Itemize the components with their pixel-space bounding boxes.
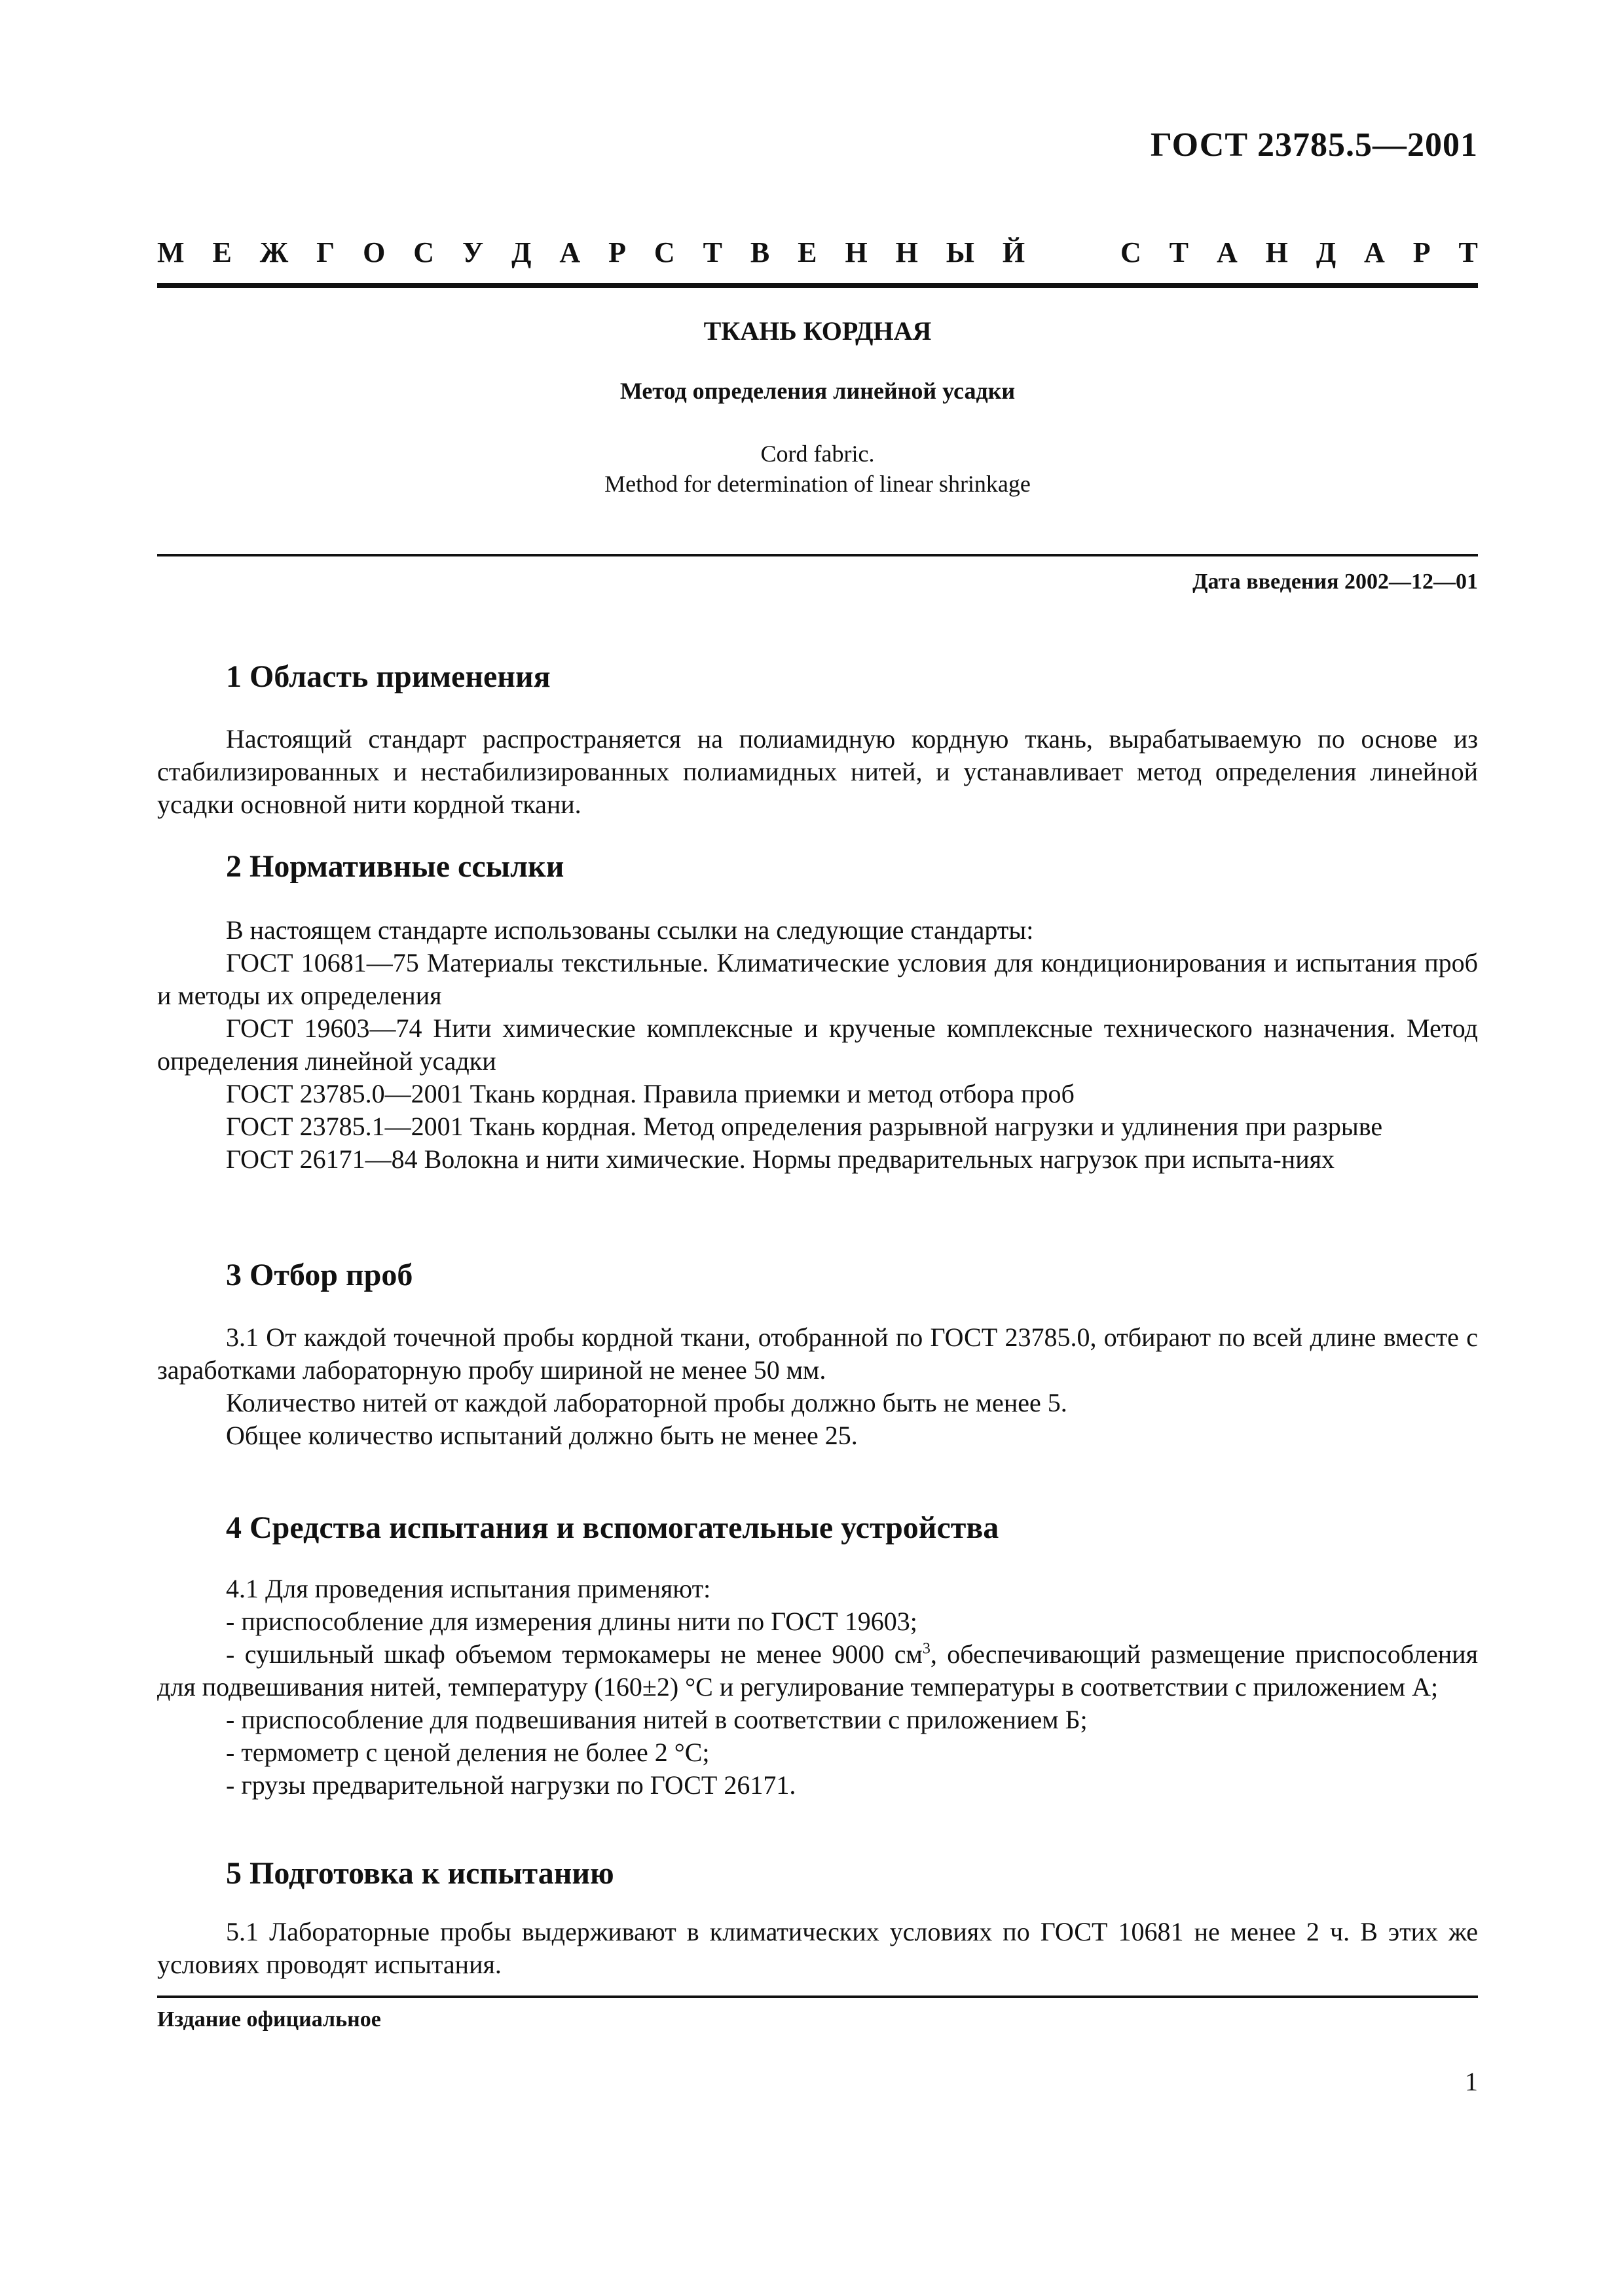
section-1-heading: 1 Область применения	[226, 659, 551, 694]
header-letter: Ж	[259, 236, 289, 268]
section-3-text	[157, 1321, 1478, 1452]
section-5-text: 5.1 Лабораторные пробы выдерживают в климатических условиях по ГОСТ 10681 не менее 2 ч. В этих же условиях проводят испытания.	[157, 1917, 1478, 1979]
clause-3-1: 3.1 От каждой точечной пробы кордной ткани, отобранной по ГОСТ 23785.0, отбирают по всей длине вместе с заработками лабораторную пробу шириной не менее 50 мм.	[157, 1322, 1478, 1385]
equipment-item: - грузы предварительной нагрузки по ГОСТ 26171.	[226, 1770, 796, 1800]
footer-rule	[157, 1995, 1478, 1998]
header-letter: А	[1364, 236, 1385, 268]
header-letter: Г	[316, 236, 335, 268]
clause-3-p2: Количество нитей от каждой лабораторной пробы должно быть не менее 5.	[226, 1388, 1067, 1417]
section-1-text: Настоящий стандарт распространяется на полиамидную кордную ткань, вырабатываемую по основе из стабилизированных и нестабилизированных полиамидных нитей, и устанавливает метод определения линейной усадки основной нити кордной ткани.	[157, 724, 1478, 819]
header-letter: У	[462, 236, 484, 268]
header-letter: Р	[1412, 236, 1431, 268]
header-letter: Т	[1169, 236, 1189, 268]
header-letter: А	[559, 236, 581, 268]
clause-4-1: 4.1 Для проведения испытания применяют:	[226, 1574, 711, 1603]
section-4-heading: 4 Средства испытания и вспомогательные устройства	[226, 1510, 999, 1545]
document-title: ТКАНЬ КОРДНАЯ	[703, 316, 932, 346]
header-letter: Т	[1458, 236, 1478, 268]
section-5-heading: 5 Подготовка к испытанию	[226, 1856, 614, 1891]
header-letter: С	[654, 236, 675, 268]
section-2-heading: 2 Нормативные ссылки	[226, 849, 564, 884]
ref-item: ГОСТ 26171—84 Волокна и нити химические. Нормы предварительных нагрузок при испыта-ниях	[226, 1144, 1335, 1174]
ref-item: ГОСТ 10681—75 Материалы текстильные. Климатические условия для кондиционирования и испытания проб и методы их определения	[157, 948, 1478, 1010]
header-letter: С	[413, 236, 435, 268]
english-title	[157, 439, 1478, 499]
header-letter: Ы	[946, 236, 974, 268]
header-letter: С	[1120, 236, 1141, 268]
section-4-text	[157, 1573, 1478, 1802]
section-3-heading: 3 Отбор проб	[226, 1258, 413, 1292]
ref-item: ГОСТ 23785.0—2001 Ткань кордная. Правила приемки и метод отбора проб	[226, 1079, 1075, 1108]
header-letter: Т	[703, 236, 722, 268]
ref-item: ГОСТ 19603—74 Нити химические комплексные и крученые комплексные технического назначения. Метод определения линейной усадки	[157, 1013, 1478, 1076]
header-letter: Е	[798, 236, 817, 268]
header-letter: М	[157, 236, 185, 268]
english-title-line2: Method for determination of linear shrinkage	[604, 471, 1031, 497]
equipment-item: - термометр с ценой деления не более 2 °С;	[226, 1738, 710, 1767]
header-letter: О	[363, 236, 386, 268]
header-rule	[157, 283, 1478, 288]
refs-intro: В настоящем стандарте использованы ссылки на следующие стандарты:	[226, 915, 1034, 945]
header-letter: Д	[511, 236, 532, 268]
header-letter: Н	[895, 236, 918, 268]
equipment-item: - сушильный шкаф объемом термокамеры не менее 9000 $см^3$, обеспечивающий размещение приспособления для подвешивания нитей, температуру (160±2) °С и регулирование температуры в соответствии с приложением А;	[157, 1639, 1478, 1702]
header-letter: Д	[1316, 236, 1336, 268]
header-letter: Н	[1265, 236, 1288, 268]
equipment-item: - приспособление для подвешивания нитей в соответствии с приложением Б;	[226, 1705, 1088, 1734]
header-letter: А	[1216, 236, 1238, 268]
header-word-gap	[1053, 236, 1092, 269]
equipment-item: - приспособление для измерения длины нити по ГОСТ 19603;	[226, 1607, 917, 1636]
page-number: 1	[1465, 2067, 1478, 2096]
title-rule	[157, 554, 1478, 556]
english-title-line1: Cord fabric.	[760, 441, 875, 467]
gost-number: ГОСТ 23785.5—2001	[1150, 126, 1478, 164]
header-letter: В	[750, 236, 770, 268]
header-letter: Р	[608, 236, 626, 268]
document-subtitle: Метод определения линейной усадки	[619, 378, 1016, 404]
introduction-date: Дата введения 2002—12—01	[1192, 570, 1478, 594]
header-letter: Й	[1002, 236, 1025, 268]
clause-3-p3: Общее количество испытаний должно быть не менее 25.	[226, 1421, 858, 1450]
header-letter: Н	[845, 236, 868, 268]
ref-item: ГОСТ 23785.1—2001 Ткань кордная. Метод определения разрывной нагрузки и удлинения при разрыве	[226, 1112, 1383, 1141]
header-letter: Е	[212, 236, 232, 268]
section-2-refs	[157, 914, 1478, 1176]
standard-type-header	[157, 236, 1478, 269]
edition-label: Издание официальное	[157, 2007, 381, 2032]
